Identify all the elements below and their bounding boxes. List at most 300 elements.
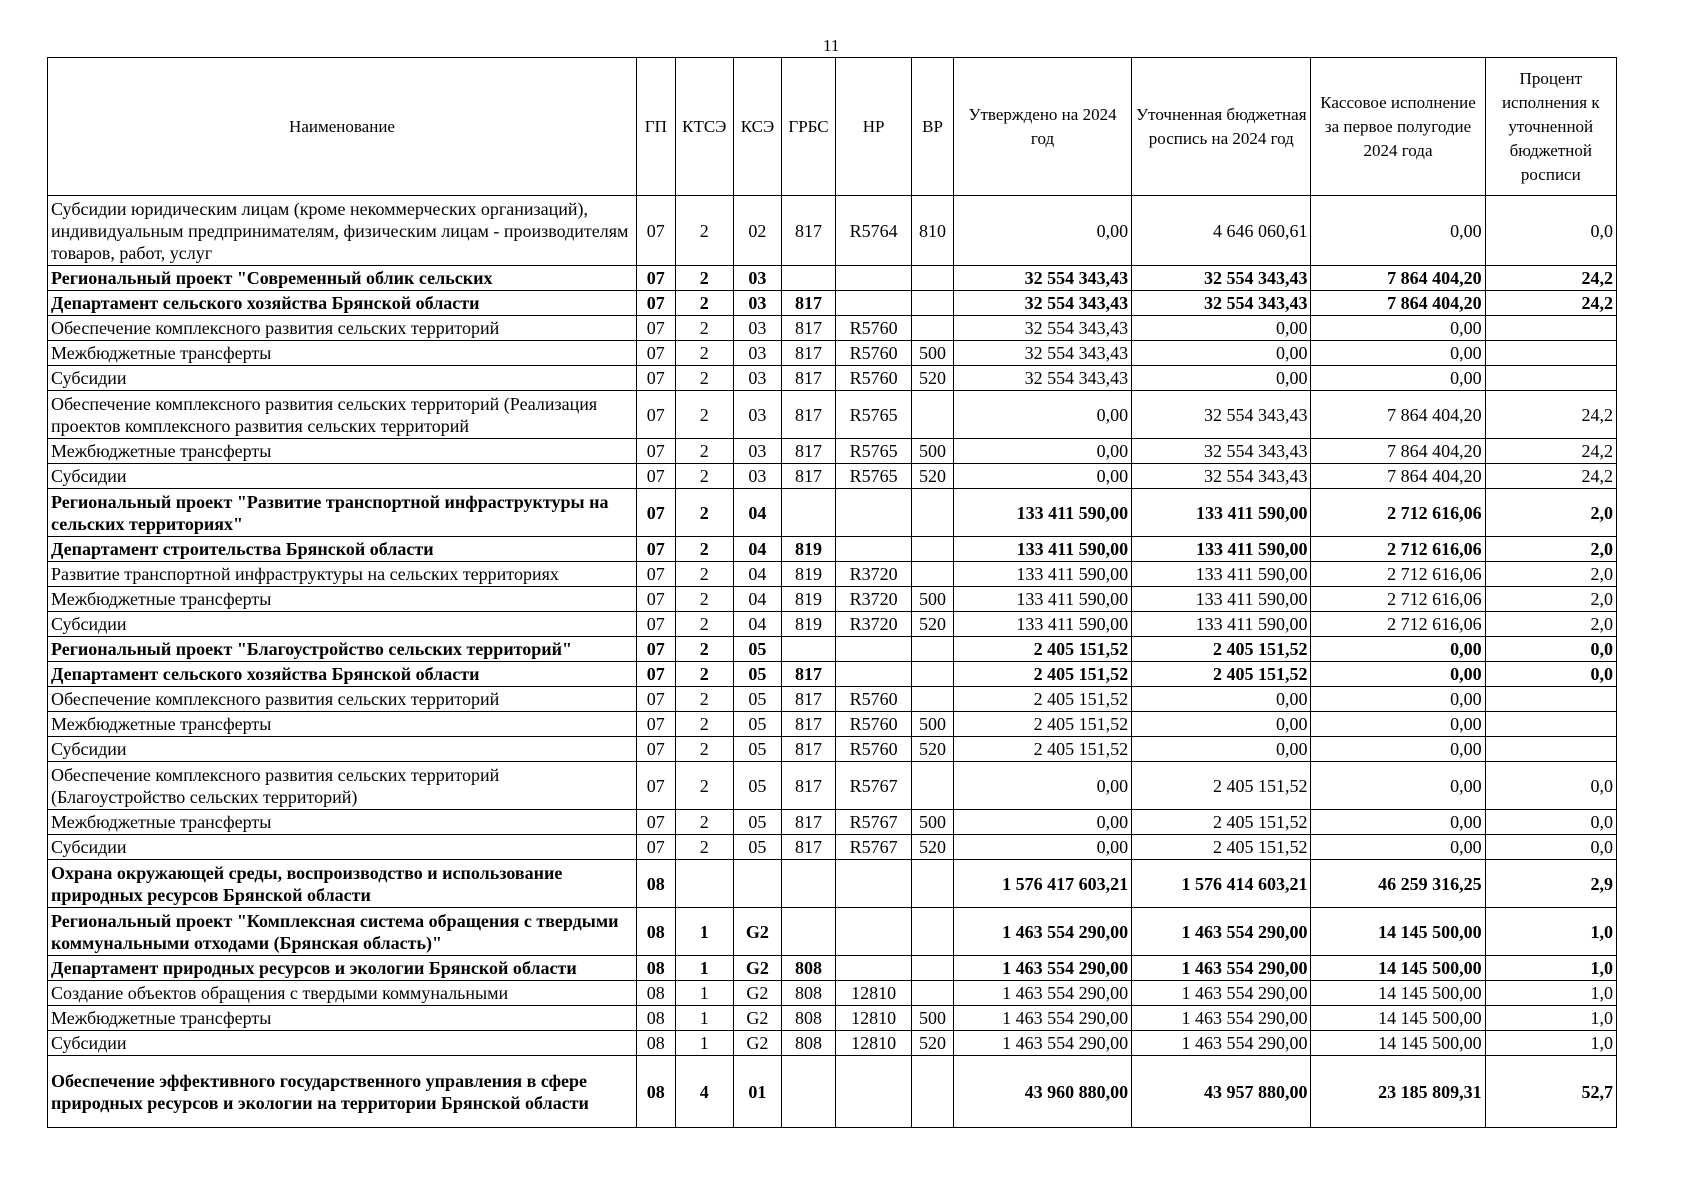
cell-revised: 0,00 [1132,712,1311,737]
cell-cash: 2 712 616,06 [1311,537,1485,562]
table-row [48,587,1617,612]
cell-approved: 32 554 343,43 [953,341,1131,366]
cell-np [836,956,912,981]
cell-cash: 7 864 404,20 [1311,439,1485,464]
cell-ktse: 2 [675,835,733,860]
cell-percent: 2,0 [1485,612,1616,637]
table-row [48,266,1617,291]
cell-name: Создание объектов обращения с твердыми коммунальными [48,981,637,1006]
cell-cash: 0,00 [1311,712,1485,737]
cell-name: Обеспечение комплексного развития сельских территорий [48,687,637,712]
cell-name: Развитие транспортной инфраструктуры на сельских территориях [48,562,637,587]
cell-percent: 1,0 [1485,1006,1616,1031]
cell-cash: 0,00 [1311,762,1485,810]
cell-percent: 1,0 [1485,981,1616,1006]
cell-vr [912,537,954,562]
cell-grbs: 817 [781,391,835,439]
budget-table [47,57,1617,1128]
table-row [48,835,1617,860]
cell-percent: 0,0 [1485,835,1616,860]
cell-percent [1485,341,1616,366]
cell-grbs: 817 [781,366,835,391]
cell-kse: 03 [733,291,781,316]
cell-name: Региональный проект "Комплексная система обращения с твердыми коммунальными отходами (Брянская область)" [48,908,637,956]
cell-cash: 14 145 500,00 [1311,1006,1485,1031]
cell-percent: 0,0 [1485,662,1616,687]
cell-gp: 07 [637,341,676,366]
cell-ktse [675,860,733,908]
cell-vr: 520 [912,835,954,860]
cell-gp: 07 [637,439,676,464]
cell-cash: 7 864 404,20 [1311,391,1485,439]
cell-revised: 133 411 590,00 [1132,562,1311,587]
header-cash: Кассовое исполнение за первое полугодие 2024 года [1311,58,1485,196]
cell-approved: 1 576 417 603,21 [953,860,1131,908]
cell-approved: 133 411 590,00 [953,562,1131,587]
cell-grbs: 817 [781,316,835,341]
cell-vr: 810 [912,196,954,266]
cell-vr [912,956,954,981]
cell-vr [912,291,954,316]
cell-approved: 32 554 343,43 [953,266,1131,291]
table-row [48,981,1617,1006]
table-row [48,366,1617,391]
cell-kse: 03 [733,391,781,439]
cell-vr [912,687,954,712]
cell-np: R3720 [836,612,912,637]
cell-ktse: 2 [675,537,733,562]
cell-name: Региональный проект "Благоустройство сельских территорий" [48,637,637,662]
cell-revised: 43 957 880,00 [1132,1056,1311,1128]
cell-gp: 07 [637,612,676,637]
cell-revised: 0,00 [1132,341,1311,366]
cell-vr: 500 [912,439,954,464]
table-row [48,737,1617,762]
cell-percent: 52,7 [1485,1056,1616,1128]
cell-cash: 2 712 616,06 [1311,489,1485,537]
cell-grbs: 808 [781,956,835,981]
cell-revised: 1 463 554 290,00 [1132,956,1311,981]
cell-vr [912,981,954,1006]
cell-revised: 1 463 554 290,00 [1132,1031,1311,1056]
cell-revised: 0,00 [1132,737,1311,762]
cell-ktse: 2 [675,562,733,587]
cell-grbs: 817 [781,341,835,366]
cell-vr: 520 [912,464,954,489]
cell-kse: 05 [733,835,781,860]
table-row [48,762,1617,810]
cell-name: Обеспечение комплексного развития сельских территорий (Реализация проектов комплексного развития сельских территорий [48,391,637,439]
cell-ktse: 2 [675,612,733,637]
cell-ktse: 2 [675,439,733,464]
cell-percent: 24,2 [1485,439,1616,464]
cell-approved: 2 405 151,52 [953,687,1131,712]
cell-cash: 2 712 616,06 [1311,562,1485,587]
cell-gp: 07 [637,712,676,737]
header-approved: Утверждено на 2024 год [953,58,1131,196]
cell-np: R5765 [836,439,912,464]
cell-percent: 0,0 [1485,637,1616,662]
cell-percent: 2,9 [1485,860,1616,908]
cell-grbs: 817 [781,291,835,316]
cell-grbs: 817 [781,762,835,810]
cell-name: Обеспечение эффективного государственного управления в сфере природных ресурсов и экологии на территории Брянской области [48,1056,637,1128]
cell-gp: 07 [637,366,676,391]
table-row [48,562,1617,587]
cell-cash: 14 145 500,00 [1311,981,1485,1006]
cell-approved: 32 554 343,43 [953,316,1131,341]
cell-ktse: 2 [675,737,733,762]
cell-np [836,266,912,291]
cell-ktse: 2 [675,291,733,316]
cell-kse: 03 [733,464,781,489]
cell-vr [912,662,954,687]
cell-revised: 0,00 [1132,687,1311,712]
cell-name: Субсидии юридическим лицам (кроме некоммерческих организаций), индивидуальным предпринимателям, физическим лицам - производителям товаров, работ, услуг [48,196,637,266]
cell-revised: 2 405 151,52 [1132,810,1311,835]
cell-approved: 133 411 590,00 [953,489,1131,537]
cell-gp: 07 [637,762,676,810]
cell-grbs: 817 [781,810,835,835]
cell-revised: 1 576 414 603,21 [1132,860,1311,908]
table-row [48,810,1617,835]
header-np: НР [836,58,912,196]
cell-name: Субсидии [48,366,637,391]
table-row [48,1031,1617,1056]
cell-grbs [781,489,835,537]
cell-ktse: 2 [675,587,733,612]
cell-kse [733,860,781,908]
table-row [48,196,1617,266]
cell-approved: 1 463 554 290,00 [953,908,1131,956]
table-row [48,1056,1617,1128]
cell-revised: 133 411 590,00 [1132,612,1311,637]
cell-grbs: 817 [781,835,835,860]
cell-name: Региональный проект "Развитие транспортной инфраструктуры на сельских территориях" [48,489,637,537]
cell-np: R5767 [836,835,912,860]
header-percent: Процент исполнения к уточненной бюджетной росписи [1485,58,1616,196]
cell-percent: 24,2 [1485,464,1616,489]
cell-name: Межбюджетные трансферты [48,439,637,464]
cell-approved: 0,00 [953,762,1131,810]
table-row [48,637,1617,662]
cell-kse: 04 [733,489,781,537]
cell-vr [912,1056,954,1128]
cell-percent: 24,2 [1485,266,1616,291]
table-body [48,196,1617,1128]
cell-kse: 05 [733,662,781,687]
cell-kse: 01 [733,1056,781,1128]
cell-revised: 1 463 554 290,00 [1132,908,1311,956]
cell-ktse: 2 [675,637,733,662]
cell-np: 12810 [836,981,912,1006]
cell-grbs: 817 [781,196,835,266]
cell-vr: 520 [912,737,954,762]
cell-vr: 520 [912,612,954,637]
cell-percent: 0,0 [1485,762,1616,810]
cell-name: Межбюджетные трансферты [48,341,637,366]
cell-gp: 07 [637,835,676,860]
cell-name: Департамент сельского хозяйства Брянской области [48,662,637,687]
cell-vr: 500 [912,341,954,366]
cell-approved: 2 405 151,52 [953,737,1131,762]
cell-gp: 07 [637,391,676,439]
cell-name: Региональный проект "Современный облик сельских [48,266,637,291]
cell-kse: 03 [733,266,781,291]
header-grbs: ГРБС [781,58,835,196]
cell-vr [912,908,954,956]
table-row [48,860,1617,908]
cell-np [836,908,912,956]
cell-vr: 500 [912,587,954,612]
cell-np: R5760 [836,737,912,762]
cell-cash: 0,00 [1311,687,1485,712]
cell-name: Субсидии [48,835,637,860]
cell-ktse: 2 [675,341,733,366]
cell-revised: 32 554 343,43 [1132,291,1311,316]
header-vr: ВР [912,58,954,196]
cell-ktse: 2 [675,391,733,439]
table-row [48,341,1617,366]
cell-approved: 43 960 880,00 [953,1056,1131,1128]
cell-percent [1485,316,1616,341]
cell-percent: 2,0 [1485,562,1616,587]
cell-gp: 07 [637,316,676,341]
cell-kse: 03 [733,316,781,341]
cell-grbs: 817 [781,464,835,489]
cell-kse: 04 [733,612,781,637]
cell-gp: 07 [637,489,676,537]
cell-cash: 2 712 616,06 [1311,612,1485,637]
cell-approved: 0,00 [953,464,1131,489]
cell-gp: 07 [637,537,676,562]
table-row [48,956,1617,981]
cell-np: R5767 [836,810,912,835]
cell-name: Субсидии [48,1031,637,1056]
cell-np [836,662,912,687]
cell-vr [912,762,954,810]
cell-gp: 07 [637,587,676,612]
cell-revised: 0,00 [1132,366,1311,391]
cell-name: Департамент сельского хозяйства Брянской области [48,291,637,316]
table-row [48,908,1617,956]
cell-percent: 1,0 [1485,956,1616,981]
cell-approved: 32 554 343,43 [953,366,1131,391]
cell-percent: 24,2 [1485,391,1616,439]
cell-revised: 1 463 554 290,00 [1132,981,1311,1006]
cell-kse: 03 [733,366,781,391]
cell-name: Обеспечение комплексного развития сельских территорий (Благоустройство сельских территорий) [48,762,637,810]
cell-kse: G2 [733,1006,781,1031]
cell-gp: 07 [637,662,676,687]
cell-np: 12810 [836,1031,912,1056]
cell-approved: 1 463 554 290,00 [953,956,1131,981]
cell-name: Обеспечение комплексного развития сельских территорий [48,316,637,341]
cell-gp: 08 [637,981,676,1006]
cell-kse: G2 [733,981,781,1006]
cell-np: R5760 [836,712,912,737]
table-row [48,537,1617,562]
table-row [48,1006,1617,1031]
cell-ktse: 2 [675,489,733,537]
header-revised: Уточненная бюджетная роспись на 2024 год [1132,58,1311,196]
cell-vr [912,860,954,908]
cell-gp: 08 [637,1056,676,1128]
cell-grbs: 819 [781,587,835,612]
cell-approved: 133 411 590,00 [953,537,1131,562]
cell-ktse: 2 [675,464,733,489]
table-row [48,464,1617,489]
cell-np: R5765 [836,391,912,439]
cell-vr: 500 [912,712,954,737]
cell-percent: 2,0 [1485,537,1616,562]
cell-kse: 04 [733,562,781,587]
cell-kse: 05 [733,762,781,810]
cell-np [836,1056,912,1128]
cell-grbs: 817 [781,712,835,737]
cell-ktse: 2 [675,316,733,341]
cell-revised: 0,00 [1132,316,1311,341]
cell-kse: 05 [733,687,781,712]
cell-ktse: 1 [675,981,733,1006]
cell-kse: 03 [733,439,781,464]
cell-grbs [781,637,835,662]
cell-kse: 03 [733,341,781,366]
cell-cash: 0,00 [1311,637,1485,662]
cell-kse: 05 [733,810,781,835]
cell-grbs [781,860,835,908]
table-header-row [48,58,1617,196]
cell-revised: 4 646 060,61 [1132,196,1311,266]
cell-approved: 0,00 [953,196,1131,266]
cell-cash: 0,00 [1311,737,1485,762]
cell-gp: 07 [637,196,676,266]
cell-np [836,860,912,908]
cell-revised: 133 411 590,00 [1132,587,1311,612]
cell-percent: 1,0 [1485,908,1616,956]
cell-gp: 08 [637,860,676,908]
table-row [48,439,1617,464]
cell-name: Охрана окружающей среды, воспроизводство и использование природных ресурсов Брянской области [48,860,637,908]
cell-np: R5760 [836,316,912,341]
cell-percent: 0,0 [1485,196,1616,266]
cell-gp: 07 [637,464,676,489]
cell-cash: 0,00 [1311,810,1485,835]
cell-ktse: 2 [675,266,733,291]
cell-revised: 32 554 343,43 [1132,439,1311,464]
cell-revised: 133 411 590,00 [1132,537,1311,562]
cell-gp: 07 [637,266,676,291]
cell-cash: 0,00 [1311,835,1485,860]
cell-grbs: 819 [781,562,835,587]
cell-approved: 1 463 554 290,00 [953,1031,1131,1056]
cell-approved: 0,00 [953,391,1131,439]
cell-np: R5760 [836,687,912,712]
cell-ktse: 1 [675,1006,733,1031]
cell-ktse: 2 [675,196,733,266]
cell-kse: 05 [733,737,781,762]
cell-cash: 0,00 [1311,196,1485,266]
cell-approved: 133 411 590,00 [953,612,1131,637]
cell-np: R5764 [836,196,912,266]
cell-np: R5767 [836,762,912,810]
cell-kse: 04 [733,537,781,562]
cell-ktse: 2 [675,762,733,810]
cell-vr: 500 [912,1006,954,1031]
cell-grbs [781,266,835,291]
cell-vr: 500 [912,810,954,835]
cell-revised: 32 554 343,43 [1132,464,1311,489]
cell-np: R5760 [836,366,912,391]
cell-kse: 05 [733,637,781,662]
cell-grbs [781,908,835,956]
table-row [48,291,1617,316]
cell-percent: 2,0 [1485,489,1616,537]
cell-name: Субсидии [48,612,637,637]
cell-cash: 14 145 500,00 [1311,956,1485,981]
cell-np: R5760 [836,341,912,366]
cell-vr [912,316,954,341]
cell-approved: 2 405 151,52 [953,637,1131,662]
cell-ktse: 1 [675,908,733,956]
cell-name: Межбюджетные трансферты [48,810,637,835]
cell-gp: 07 [637,810,676,835]
cell-cash: 0,00 [1311,316,1485,341]
cell-ktse: 2 [675,662,733,687]
cell-np [836,537,912,562]
cell-cash: 7 864 404,20 [1311,464,1485,489]
cell-revised: 2 405 151,52 [1132,835,1311,860]
cell-approved: 133 411 590,00 [953,587,1131,612]
cell-grbs [781,1056,835,1128]
cell-gp: 08 [637,1006,676,1031]
cell-percent [1485,687,1616,712]
cell-approved: 0,00 [953,810,1131,835]
cell-ktse: 4 [675,1056,733,1128]
cell-revised: 2 405 151,52 [1132,637,1311,662]
cell-percent [1485,737,1616,762]
cell-np [836,489,912,537]
cell-revised: 1 463 554 290,00 [1132,1006,1311,1031]
cell-gp: 08 [637,956,676,981]
table-row [48,712,1617,737]
cell-name: Департамент строительства Брянской области [48,537,637,562]
cell-approved: 0,00 [953,439,1131,464]
cell-np: 12810 [836,1006,912,1031]
cell-ktse: 2 [675,687,733,712]
cell-np [836,637,912,662]
cell-grbs: 808 [781,981,835,1006]
cell-kse: G2 [733,956,781,981]
cell-percent: 1,0 [1485,1031,1616,1056]
cell-np [836,291,912,316]
cell-vr [912,637,954,662]
cell-approved: 1 463 554 290,00 [953,981,1131,1006]
table-row [48,662,1617,687]
cell-cash: 23 185 809,31 [1311,1056,1485,1128]
cell-cash: 0,00 [1311,341,1485,366]
cell-cash: 14 145 500,00 [1311,1031,1485,1056]
cell-ktse: 2 [675,366,733,391]
cell-revised: 2 405 151,52 [1132,762,1311,810]
cell-cash: 0,00 [1311,662,1485,687]
cell-name: Межбюджетные трансферты [48,587,637,612]
cell-name: Субсидии [48,464,637,489]
header-gp: ГП [637,58,676,196]
cell-approved: 1 463 554 290,00 [953,1006,1131,1031]
table-row [48,316,1617,341]
cell-vr: 520 [912,1031,954,1056]
